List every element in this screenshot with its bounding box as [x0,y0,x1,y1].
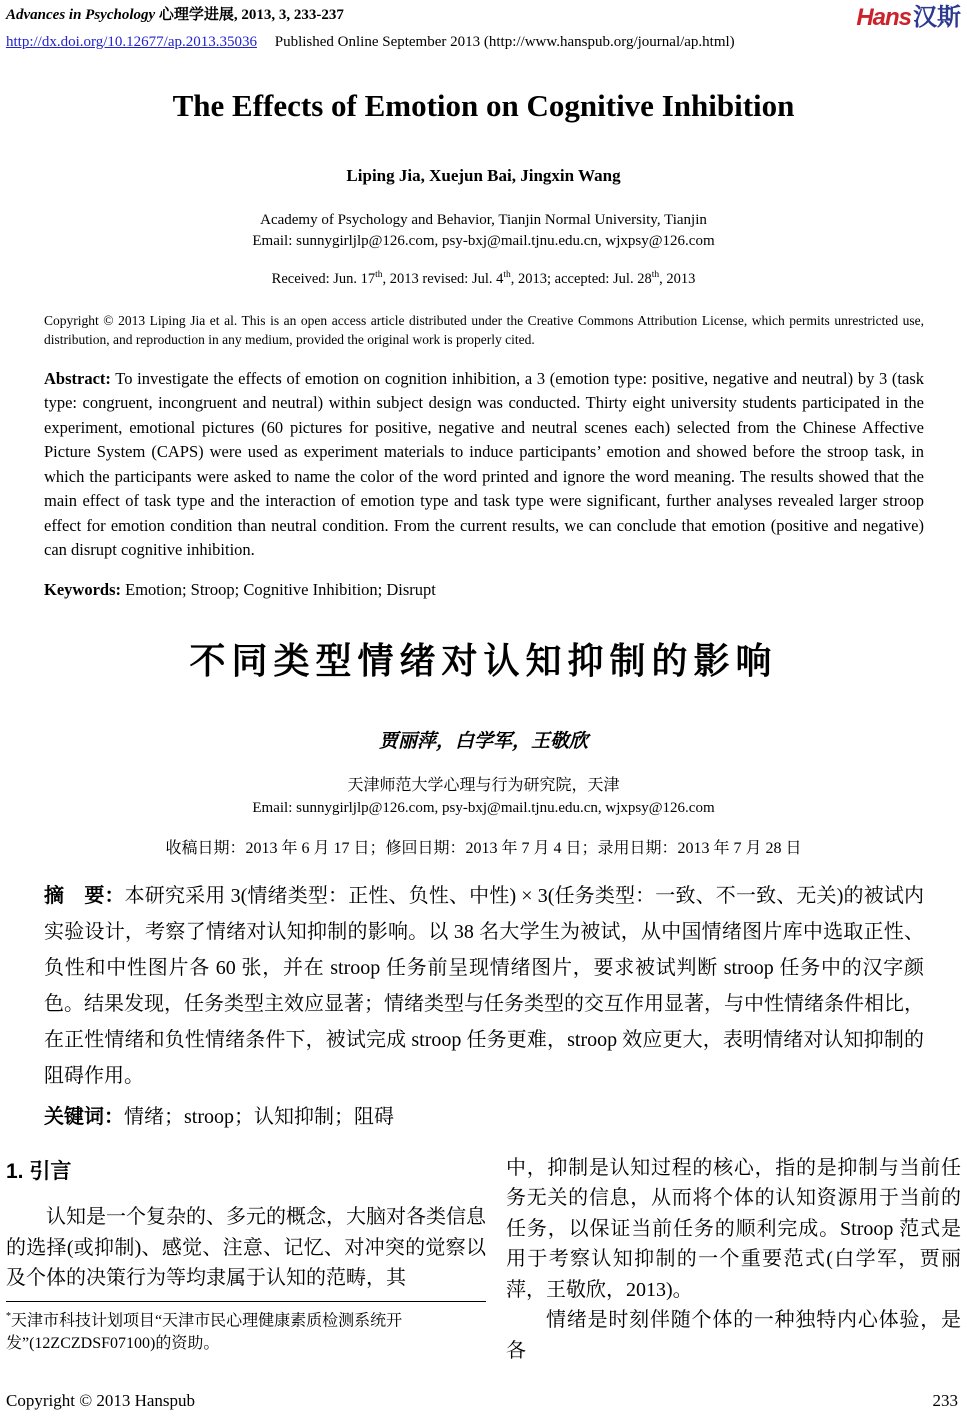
keywords-text-en: Emotion; Stroop; Cognitive Inhibition; Disrupt [125,579,436,599]
received-sup: th [503,270,511,280]
page-number: 233 [932,1391,958,1410]
journal-issue-info: 心理学进展, 2013, 3, 233-237 [158,7,344,23]
received-dates-line [0,270,967,288]
abstract-text-en: To investigate the effects of emotion on cognition inhibition, a 3 (emotion type: positive, negative and neutral) by 3 (task type: congruent, incongruent and neutral) within subject design was conducted. Thirty eight university students participated in the experiment, emotional pictures (60 pictures for positive, negative and neutral scenes each) selected from the Chinese Affective Picture System (CAPS) were used as experiment materials to induce participants’ emotion and showed before the stroop task, in which the participants were asked to name the color of the word printed and ignore the word meaning. The results showed that the main effect of task type and the interaction of emotion type and task type were significant, further analyses revealed larger stroop effect for emotion condition than neutral condition. From the current results, we can conclude that emotion (positive and negative) can disrupt cognitive inhibition. [44,368,924,560]
two-column-body [6,1153,961,1367]
received-sup: th [651,270,660,280]
section-1-heading: 1. 引言 [6,1159,72,1183]
copyright-license-note: Copyright © 2013 Liping Jia et al. This is an open access article distributed under the Creative Commons Attribution License, which permits unrestricted use, distribution, and reproduction in any medium, provided the original work is properly cited. [44,312,924,347]
left-column [6,1153,486,1367]
right-column [506,1153,961,1367]
abstract-en [44,367,924,563]
footnote-text: 天津市科技计划项目“天津市民心理健康素质检测系统开发”(12ZCZDSF07100)的资助。 [6,1312,403,1353]
authors-cn: 贾丽萍，白学军，王敬欣 [378,730,588,752]
keywords-cn [44,1100,924,1129]
logo-text-hans: Hans [856,4,911,31]
authors-en: Liping Jia, Xuejun Bai, Jingxin Wang [346,166,621,185]
journal-name-en: Advances in Psychology [6,7,156,23]
doi-line [6,33,961,52]
journal-header [0,6,967,52]
article-title-cn: 不同类型情绪对认知抑制的影响 [189,639,778,681]
keywords-label-en: Keywords: [44,579,121,599]
intro-paragraph-right-1: 中，抑制是认知过程的核心，指的是抑制与当前任务无关的信息，从而将个体的认知资源用于当前的任务，以保证当前任务的顺利完成。Stroop 范式是用于考察认知抑制的一个重要范式(白学军，贾丽萍，王敬欣，2013)。 [506,1156,961,1301]
published-online-text: Published Online September 2013 (http://www.hanspub.org/journal/ap.html) [274,34,735,50]
received-sup: th [375,270,383,280]
affiliation-cn: 天津师范大学心理与行为研究院，天津 [347,776,620,794]
intro-paragraph-right-2: 情绪是时刻伴随个体的一种独特内心体验，是各 [506,1309,961,1362]
received-part: , 2013 [659,270,696,287]
email-line-cn: Email: sunnygirljlp@126.com, psy-bxj@mail.tjnu.edu.cn, wjxpsy@126.com [252,799,715,816]
keywords-en [44,580,924,600]
received-part: Received: Jun. 17 [271,270,376,287]
doi-link[interactable]: http://dx.doi.org/10.12677/ap.2013.35036 [6,34,257,50]
hans-publisher-logo-icon [856,6,961,30]
keywords-label-cn: 关键词： [44,1105,124,1128]
affiliation-en: Academy of Psychology and Behavior, Tianjin Normal University, Tianjin [260,212,707,228]
abstract-label-en: Abstract: [44,368,111,388]
keywords-text-cn: 情绪；stroop；认知抑制；阻碍 [124,1105,394,1128]
received-part: , 2013 revised: Jul. 4 [382,270,504,287]
abstract-label-cn: 摘 要： [44,884,125,907]
intro-paragraph-left: 认知是一个复杂的、多元的概念，大脑对各类信息的选择(或抑制)、感觉、注意、记忆、对冲突的觉察以及个体的决策行为等均隶属于认知的范畴，其 [6,1206,486,1290]
abstract-text-cn: 本研究采用 3(情绪类型：正性、负性、中性) × 3(任务类型：一致、不一致、无关)的被试内实验设计，考察了情绪对认知抑制的影响。以 38 名大学生为被试，从中国情绪图片库中选取正性、负性和中性图片各 60 张，并在 stroop 任务前呈现情绪图片，要求被试判断 stroop 任务中的汉字颜色。结果发现，任务类型主效应显著；情绪类型与任务类型的交互作用显著，与中性情绪条件相比，在正性情绪和负性情绪条件下，被试完成 stroop 任务更难，stroop 效应更大，表明情绪对认知抑制的阻碍作用。 [44,884,925,1087]
email-line-en: Email: sunnygirljlp@126.com, psy-bxj@mail.tjnu.edu.cn, wjxpsy@126.com [252,233,715,249]
received-part: , 2013; accepted: Jul. 28 [510,270,652,287]
logo-text-hanssi: 汉斯 [913,4,961,31]
footnote-rule [6,1301,486,1302]
journal-title-line [6,6,344,25]
article-title-en: The Effects of Emotion on Cognitive Inhibition [172,88,795,123]
abstract-cn [44,878,924,1094]
footnote-marker: * [6,1310,11,1322]
funding-footnote [6,1305,486,1355]
footer-copyright: Copyright © 2013 Hanspub [6,1391,196,1410]
page-footer [6,1391,958,1411]
submission-dates-cn: 收稿日期：2013 年 6 月 17 日；修回日期：2013 年 7 月 4 日；录用日期：2013 年 7 月 28 日 [165,839,802,857]
